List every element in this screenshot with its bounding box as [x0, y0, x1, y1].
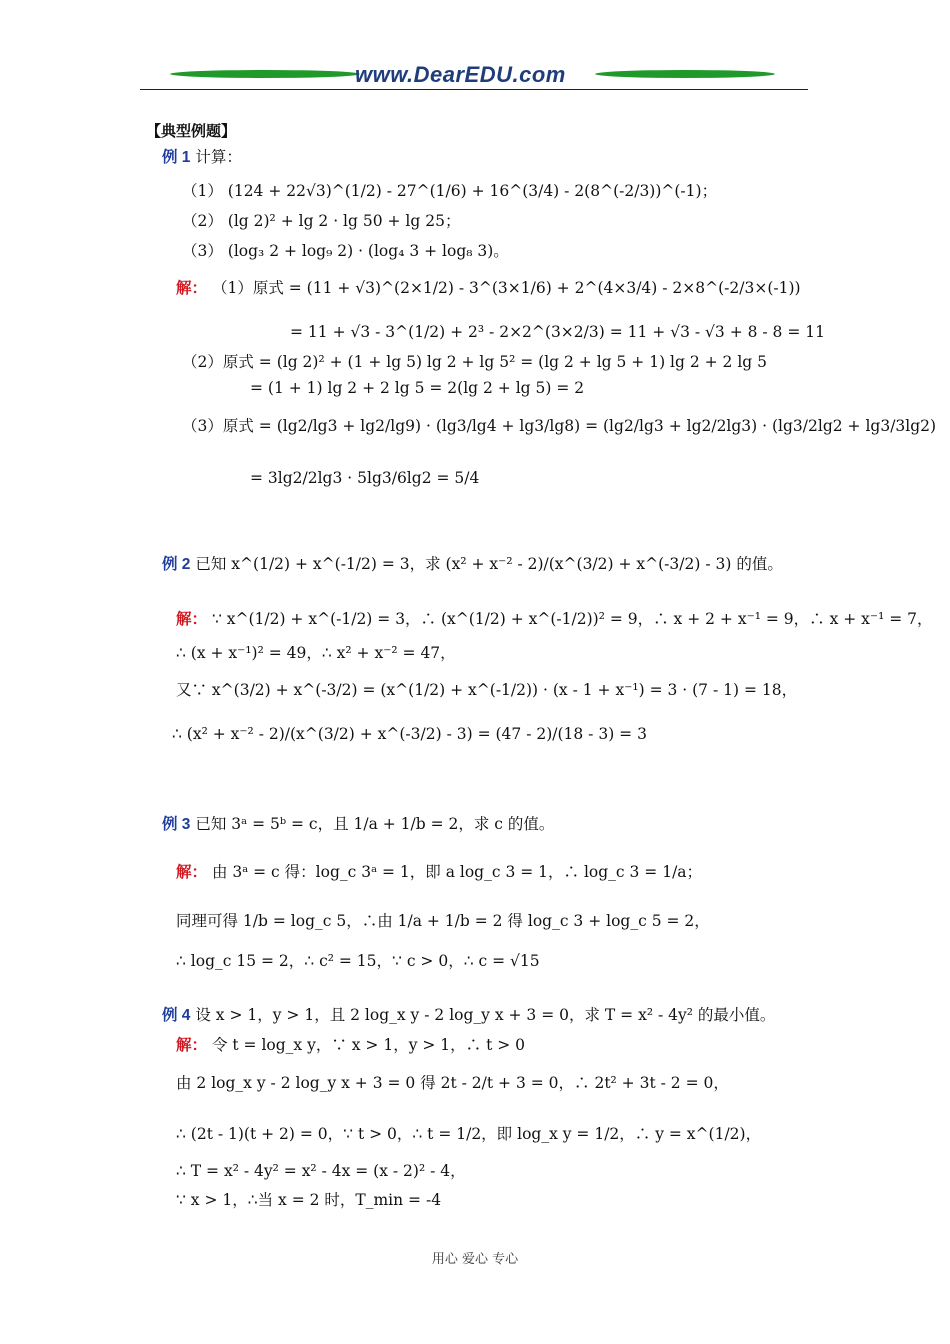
page-footer: 用心 爱心 专心 — [431, 1252, 519, 1267]
example-4-l2: 由 2 log_x y - 2 log_y x + 3 = 0 得 2t - 2/t + 3 = 0，∴ 2t² + 3t - 2 = 0， — [176, 1074, 729, 1092]
example-3-solution-label: 解： — [176, 864, 208, 881]
page-header — [140, 62, 808, 92]
example-1-q3: （3） (log₃ 2 + log₉ 2) · (log₄ 3 + log₈ 3)。 — [182, 242, 509, 260]
site-logo-text: www.DearEDU.com — [355, 62, 566, 87]
example-1-solution-label: 解： — [176, 280, 208, 297]
section-title: 【典型例题】 — [146, 122, 237, 140]
example-2-l1: ∵ x^(1/2) + x^(-1/2) = 3，∴ (x^(1/2) + x^(-1/2))² = 9，∴ x + 2 + x⁻¹ = 9，∴ x + x⁻¹ = 7， — [211, 610, 933, 628]
example-2-solution-label: 解： — [176, 611, 208, 628]
example-3-heading — [162, 814, 554, 835]
example-4-line-1 — [176, 1035, 525, 1056]
example-4-solution-label: 解： — [176, 1037, 208, 1054]
header-swoosh-right — [595, 70, 775, 78]
example-4-label: 例 4 — [162, 1007, 191, 1024]
example-1-heading — [162, 147, 242, 168]
example-1-q2: （2） (lg 2)² + lg 2 · lg 50 + lg 25； — [182, 212, 461, 230]
example-1-solution-line-1 — [176, 278, 801, 299]
example-1-s2b: = (1 + 1) lg 2 + 2 lg 5 = 2(lg 2 + lg 5) = 2 — [250, 379, 585, 397]
example-1-s3a: （3）原式 = (lg2/lg3 + lg2/lg9) · (lg3/lg4 + lg3/lg8) = (lg2/lg3 + lg2/2lg3) · (lg3/2lg2 + lg3/3lg2) — [182, 417, 937, 435]
example-1-s1a: （1）原式 = (11 + √3)^(2×1/2) - 3^(3×1/6) + 2^(4×3/4) - 2×8^(-2/3×(-1)) — [211, 279, 801, 297]
example-4-l1: 令 t = log_x y，∵ x > 1，y > 1，∴ t > 0 — [211, 1036, 526, 1054]
example-3-prompt: 已知 3ᵃ = 5ᵇ = c，且 1/a + 1/b = 2，求 c 的值。 — [195, 815, 555, 833]
example-4-l3: ∴ (2t - 1)(t + 2) = 0，∵ t > 0，∴ t = 1/2，即 log_x y = 1/2，∴ y = x^(1/2)， — [176, 1125, 762, 1143]
example-2-label: 例 2 — [162, 556, 191, 573]
example-4-prompt: 设 x > 1，y > 1，且 2 log_x y - 2 log_y x + 3 = 0，求 T = x² - 4y² 的最小值。 — [195, 1006, 776, 1024]
example-2-l3: 又∵ x^(3/2) + x^(-3/2) = (x^(1/2) + x^(-1/2)) · (x - 1 + x⁻¹) = 3 · (7 - 1) = 18， — [176, 681, 798, 699]
example-2-l2: ∴ (x + x⁻¹)² = 49，∴ x² + x⁻² = 47， — [176, 644, 456, 662]
example-3-l1: 由 3ᵃ = c 得：log_c 3ᵃ = 1，即 a log_c 3 = 1，∴ log_c 3 = 1/a； — [211, 863, 703, 881]
example-1-s3b: = 3lg2/2lg3 · 5lg3/6lg2 = 5/4 — [250, 469, 480, 487]
example-1-prompt: 计算： — [195, 148, 242, 166]
example-1-s1b: = 11 + √3 - 3^(1/2) + 2³ - 2×2^(3×2/3) = 11 + √3 - √3 + 8 - 8 = 11 — [290, 323, 825, 341]
example-1-label: 例 1 — [162, 149, 191, 166]
example-4-l5: ∵ x > 1，∴当 x = 2 时，T_min = -4 — [176, 1191, 442, 1209]
example-1-s2a: （2）原式 = (lg 2)² + (1 + lg 5) lg 2 + lg 5² = (lg 2 + lg 5 + 1) lg 2 + 2 lg 5 — [182, 353, 768, 371]
example-3-l3: ∴ log_c 15 = 2，∴ c² = 15，∵ c > 0，∴ c = √15 — [176, 952, 540, 970]
example-2-heading — [162, 554, 783, 575]
header-swoosh-left — [170, 70, 360, 78]
example-1-q1: （1） (124 + 22√3)^(1/2) - 27^(1/6) + 16^(3/4) - 2(8^(-2/3))^(-1)； — [182, 182, 718, 200]
example-3-l2: 同理可得 1/b = log_c 5，∴由 1/a + 1/b = 2 得 log_c 3 + log_c 5 = 2， — [176, 912, 710, 930]
example-4-heading — [162, 1005, 775, 1026]
example-3-label: 例 3 — [162, 816, 191, 833]
example-3-line-1 — [176, 862, 702, 883]
example-2-l4: ∴ (x² + x⁻² - 2)/(x^(3/2) + x^(-3/2) - 3) = (47 - 2)/(18 - 3) = 3 — [172, 725, 647, 743]
header-rule — [140, 89, 808, 90]
example-2-line-1 — [176, 609, 933, 630]
example-2-prompt: 已知 x^(1/2) + x^(-1/2) = 3，求 (x² + x⁻² - 2)/(x^(3/2) + x^(-3/2) - 3) 的值。 — [195, 555, 783, 573]
example-4-l4: ∴ T = x² - 4y² = x² - 4x = (x - 2)² - 4， — [176, 1162, 466, 1180]
